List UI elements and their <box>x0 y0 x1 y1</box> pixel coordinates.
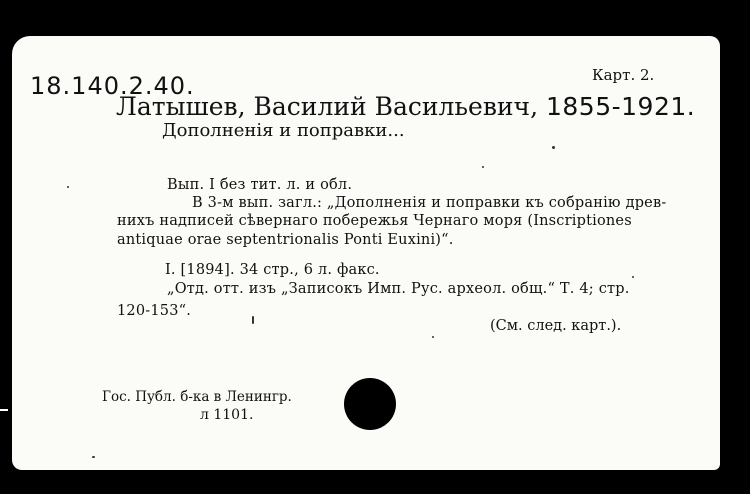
note-line: antiquae orae septentrionalis Ponti Euxini)“. <box>117 232 454 248</box>
scan-speck <box>67 186 69 188</box>
card-number: Карт. 2. <box>592 66 655 84</box>
scan-speck <box>482 166 484 168</box>
note-line: „Отд. отт. изъ „Записокъ Имп. Рус. археол. общ.“ Т. 4; стр. <box>167 281 630 297</box>
scan-speck <box>432 336 434 338</box>
scan-speck <box>552 146 555 149</box>
shelfmark: 18.140.2.40. <box>30 72 195 100</box>
work-title: Дополненія и поправки... <box>162 120 405 141</box>
note-line: В 3-м вып. загл.: „Дополненія и поправки къ собранію древ- <box>192 195 667 211</box>
author-years: 1855-1921. <box>546 92 696 121</box>
note-line: Вып. I без тит. л. и обл. <box>167 177 353 193</box>
scan-edge-line <box>0 409 8 411</box>
library-stamp: Гос. Публ. б-ка в Ленингр. <box>102 389 292 405</box>
scan-speck <box>632 276 634 278</box>
note-line: 120-153“. <box>117 303 192 319</box>
library-number: л 1101. <box>200 407 254 423</box>
scan-speck <box>252 316 254 324</box>
author-name: Латышев, Василий Васильевич, <box>116 92 539 121</box>
punch-hole <box>344 378 396 430</box>
see-next-card: (См. след. карт.). <box>490 318 622 334</box>
note-line: нихъ надписей сѣвернаго побережья Чернаго моря (Inscriptiones <box>117 213 632 229</box>
author-heading <box>116 94 695 119</box>
catalog-card <box>12 36 720 470</box>
note-line: I. [1894]. 34 стр., 6 л. факс. <box>165 262 380 278</box>
scan-speck <box>92 456 95 458</box>
